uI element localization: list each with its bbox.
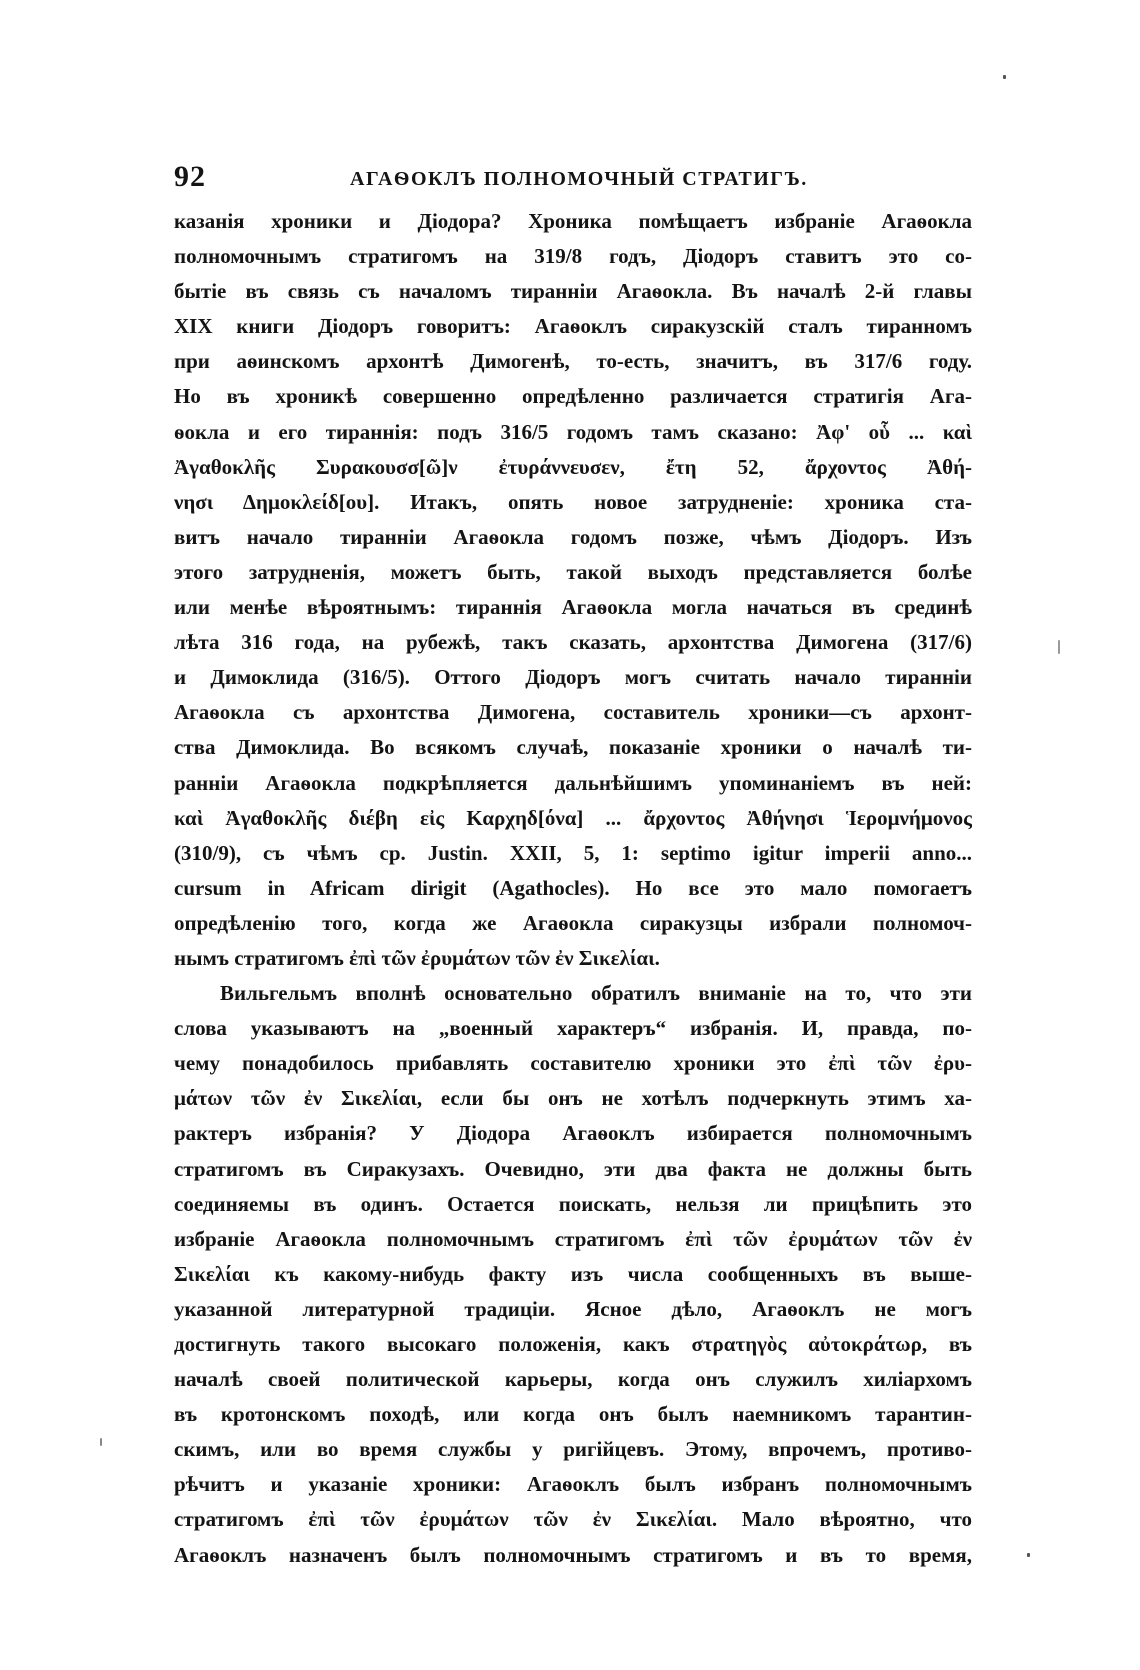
text-line: ѳокла и его тираннія: подъ 316/5 годомъ тамъ сказано: Ἀφ' οὗ ... καὶ [174, 419, 972, 444]
text-line: и Димоклида (316/5). Оттого Діодоръ могъ считать начало тиранніи [174, 665, 972, 690]
text-line: XIX книги Діодоръ говоритъ: Агаѳоклъ сиракузскій сталъ тиранномъ [174, 314, 972, 339]
text-line: рѣчитъ и указаніе хроники: Агаѳоклъ былъ избранъ полномочнымъ [174, 1472, 972, 1497]
scan-speck-top [1003, 75, 1006, 79]
text-line: казанія хроники и Діодора? Хроника помѣщаетъ избраніе Агаѳокла [174, 209, 972, 233]
text-line: ранніи Агаѳокла подкрѣпляется дальнѣйшимъ упоминаніемъ въ ней: [174, 770, 972, 795]
text-line: Агаѳокла съ архонтства Димогена, составитель хроники—съ архонт- [174, 700, 972, 725]
text-line: Σικελίαι къ какому-нибудь факту изъ числа сообщенныхъ въ выше- [174, 1261, 972, 1286]
text-line: опредѣленію того, когда же Агаѳокла сиракузцы избрали полномоч- [174, 910, 972, 935]
text-line: соединяемы въ одинъ. Остается поискать, нельзя ли прицѣпить это [174, 1191, 972, 1216]
text-line: избраніе Агаѳокла полномочнымъ стратигомъ ἐπὶ τῶν ἐρυμάτων τῶν ἐν [174, 1226, 972, 1251]
page-header [174, 160, 974, 200]
text-line: μάτων τῶν ἐν Σικελίαι, если бы онъ не хотѣлъ подчеркнуть этимъ ха- [174, 1086, 972, 1111]
text-line: скимъ, или во время службы у ригійцевъ. Этому, впрочемъ, противо- [174, 1437, 972, 1462]
text-line: слова указываютъ на „военный характеръ“ избранія. И, правда, по- [174, 1016, 972, 1041]
page-number: 92 [174, 160, 206, 193]
text-line: νησι Δημοκλείδ[ου]. Итакъ, опять новое затрудненіе: хроника ста- [174, 489, 972, 514]
text-line: лѣта 316 года, на рубежѣ, такъ сказать, архонтства Димогена (317/6) [174, 630, 972, 655]
text-line: достигнуть такого высокаго положенія, какъ στρατηγὸς αὐτοκράτωρ, въ [174, 1332, 972, 1356]
scan-speck-right [1058, 640, 1060, 654]
running-title: АГАѲОКЛЪ ПОЛНОМОЧНЫЙ СТРАТИГЪ. [350, 168, 808, 190]
text-line: рактеръ избранія? У Діодора Агаѳоклъ избирается полномочнымъ [174, 1121, 972, 1146]
text-line: этого затрудненія, можетъ быть, такой выходъ представляется болѣе [174, 559, 972, 584]
body-text [174, 204, 972, 1573]
text-line: Ἀγαθοκλῆς Συρακουσσ[ῶ]ν ἐτυράννευσεν, ἔτη 52, ἄρχοντος Ἀθή- [174, 454, 972, 479]
text-line: въ кротонскомъ походѣ, или когда онъ былъ наемникомъ тарантин- [174, 1402, 972, 1427]
text-line: καὶ Ἀγαθοκλῆς διέβη εἰς Καρχηδ[όνα] ... ἄρχοντος Ἀθήνησι Ἱερομνήμονος [174, 805, 972, 830]
scan-speck-left [100, 1438, 102, 1446]
text-line: чему понадобилось прибавлять составителю хроники это ἐπὶ τῶν ἐρυ- [174, 1051, 972, 1076]
text-line: бытіе въ связь съ началомъ тиранніи Агаѳокла. Въ началѣ 2-й главы [174, 279, 972, 304]
text-line: началѣ своей политической карьеры, когда онъ служилъ хиліархомъ [174, 1367, 972, 1392]
paragraph-end-line: нымъ стратигомъ ἐπὶ τῶν ἐρυμάτων τῶν ἐν Σικελίαι. [174, 945, 660, 970]
text-line: Агаѳоклъ назначенъ былъ полномочнымъ стратигомъ и въ то время, [174, 1542, 972, 1567]
scan-speck-bottom [1027, 1553, 1030, 1557]
text-line: при аѳинскомъ архонтѣ Димогенѣ, то-есть, значитъ, въ 317/6 году. [174, 349, 972, 374]
text-line: Но въ хроникѣ совершенно опредѣленно различается стратигія Ага- [174, 384, 972, 409]
text-line: стратигомъ въ Сиракузахъ. Очевидно, эти два факта не должны быть [174, 1156, 972, 1181]
text-line: стратигомъ ἐπὶ τῶν ἐρυμάτων τῶν ἐν Σικελίαι. Мало вѣроятно, что [174, 1507, 972, 1532]
text-line: ства Димоклида. Во всякомъ случаѣ, показаніе хроники о началѣ ти- [174, 735, 972, 760]
text-line: или менѣе вѣроятнымъ: тираннія Агаѳокла могла начаться въ срединѣ [174, 595, 972, 620]
paragraph-start-line: Вильгельмъ вполнѣ основательно обратилъ вниманіе на то, что эти [220, 981, 972, 1006]
text-line: полномочнымъ стратигомъ на 319/8 годъ, Діодоръ ставитъ это со- [174, 244, 972, 269]
text-line: (310/9), съ чѣмъ ср. Justin. XXII, 5, 1: septimo igitur imperii anno... [174, 840, 972, 865]
text-line: cursum in Africam dirigit (Agathocles). Но все это мало помогаетъ [174, 875, 972, 900]
text-line: витъ начало тиранніи Агаѳокла годомъ позже, чѣмъ Діодоръ. Изъ [174, 524, 972, 549]
text-line: указанной литературной традиціи. Ясное дѣло, Агаѳоклъ не могъ [174, 1296, 972, 1321]
